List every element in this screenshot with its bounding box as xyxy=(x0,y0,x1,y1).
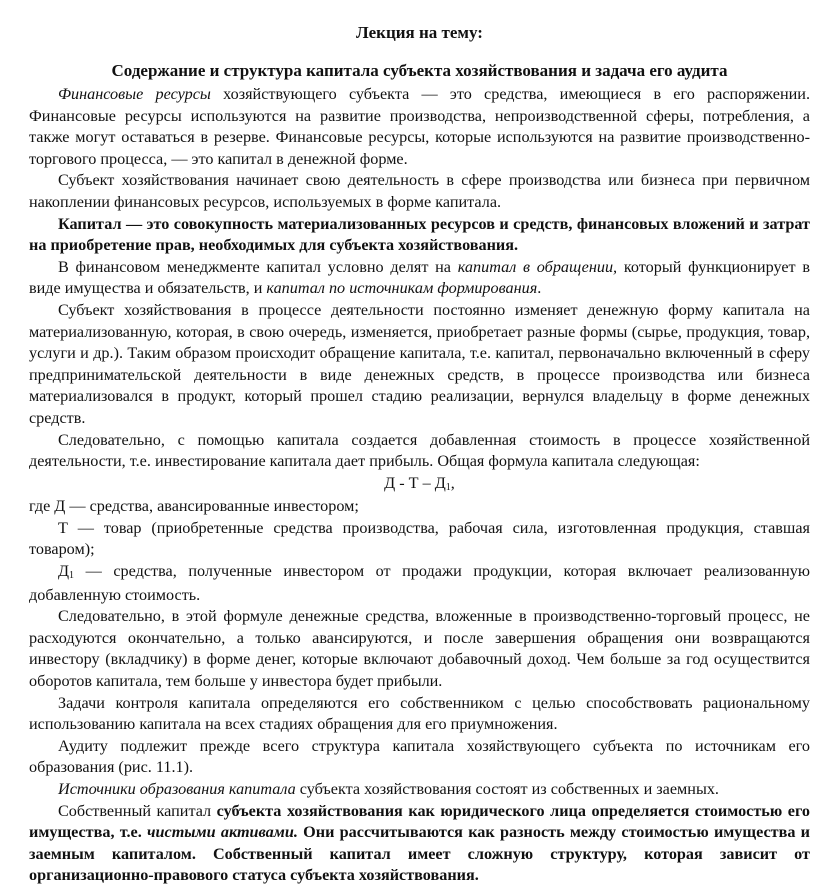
formula-legend-d: где Д — средства, авансированные инвестором; xyxy=(29,497,359,516)
paragraph-formula-meaning: Следовательно, в этой формуле денежные средства, вложенные в производственно-торговый процесс, не расходуются окончательно, а только авансируются, и после завершения обращения они возвращаются инвестору (вкладчику) в форме денег, которые включают добавочный доход. Чем больше за год осуществится оборотов капитала, тем больше у инвестора будет прибыли. xyxy=(29,607,810,691)
paragraph-start-activity: Субъект хозяйствования начинает свою деятельность в сфере производства или бизнеса при первичном накоплении финансовых ресурсов, используемых в форме капитала. xyxy=(29,171,810,211)
paragraph-capital-sources: Источники образования капитала субъекта хозяйствования состоят из собственных и заемных. xyxy=(58,780,719,798)
paragraph-capital-definition: Капитал — это совокупность материализованных ресурсов и средств, финансовых вложений и затрат на приобретение прав, необходимых для субъекта хозяйствования. xyxy=(29,214,810,255)
paragraph-audit-subject: Аудиту подлежит прежде всего структура капитала хозяйствующего субъекта по источникам его образования (рис. 11.1). xyxy=(29,736,810,777)
formula-legend-d1: $Д_1$ — средства, полученные инвестором от продажи продукции, которая включает реализованную добавленную стоимость. xyxy=(29,562,810,604)
term-financial-resources: Финансовые ресурсы xyxy=(58,85,211,103)
paragraph-own-capital: Собственный капитал субъекта хозяйствования как юридического лица определяется стоимостью его имущества, т.е. чистыми активами. Они рассчитываются как разность между стоимостью имущества и заемным капиталом. Собственный капитал имеет сложную структуру, которая зависит от организационно-правового статуса субъекта хозяйствования. xyxy=(29,801,811,885)
lecture-heading: Лекция на тему: xyxy=(356,23,483,42)
paragraph-financial-resources: Финансовые ресурсы хозяйствующего субъекта — это средства, имеющиеся в его распоряжении. Финансовые ресурсы используются на развитие производства, непроизводственной сферы, потребления, а также могут оставаться в резерве. Финансовые ресурсы, которые используются на развитие производственно-торгового процесса, — это капитал в денежной форме. xyxy=(29,85,810,168)
formula-legend-t: Т — товар (приобретенные средства производства, рабочая сила, изготовленная продукция, ставшая товаром); xyxy=(29,518,810,559)
paragraph-control-tasks: Задачи контроля капитала определяются его собственником с целью способствовать рациональному использованию капитала на всех стадиях обращения для его приумножения. xyxy=(29,693,810,734)
paragraph-added-value: Следовательно, с помощью капитала создается добавленная стоимость в процессе хозяйственной деятельности, т.е. инвестирование капитала дает прибыль. Общая формула капитала следующая: xyxy=(29,430,810,471)
paragraph-capital-circulation: Субъект хозяйствования в процессе деятельности постоянно изменяет денежную форму капитала на материализованную, которая, в свою очередь, изменяется, приобретает разные формы (сырье, продукция, товар, услуги и др.). Таким образом происходит обращение капитала, т.е. капитал, первоначально включенный в сферу предпринимательской деятельности в виде денежных средств, в процессе производства или бизнеса материализовался в продукт, который прошел стадию реализации, вернулся владельцу в форме денежных средств. xyxy=(29,300,810,427)
lecture-title: Содержание и структура капитала субъекта хозяйствования и задача его аудита xyxy=(111,61,728,80)
capital-formula: Д - Т – $Д_1$, xyxy=(384,473,455,493)
paragraph-capital-division: В финансовом менеджменте капитал условно делят на капитал в обращении, который функционирует в виде имущества и обязательств, и капитал по источникам формирования. xyxy=(29,257,810,298)
